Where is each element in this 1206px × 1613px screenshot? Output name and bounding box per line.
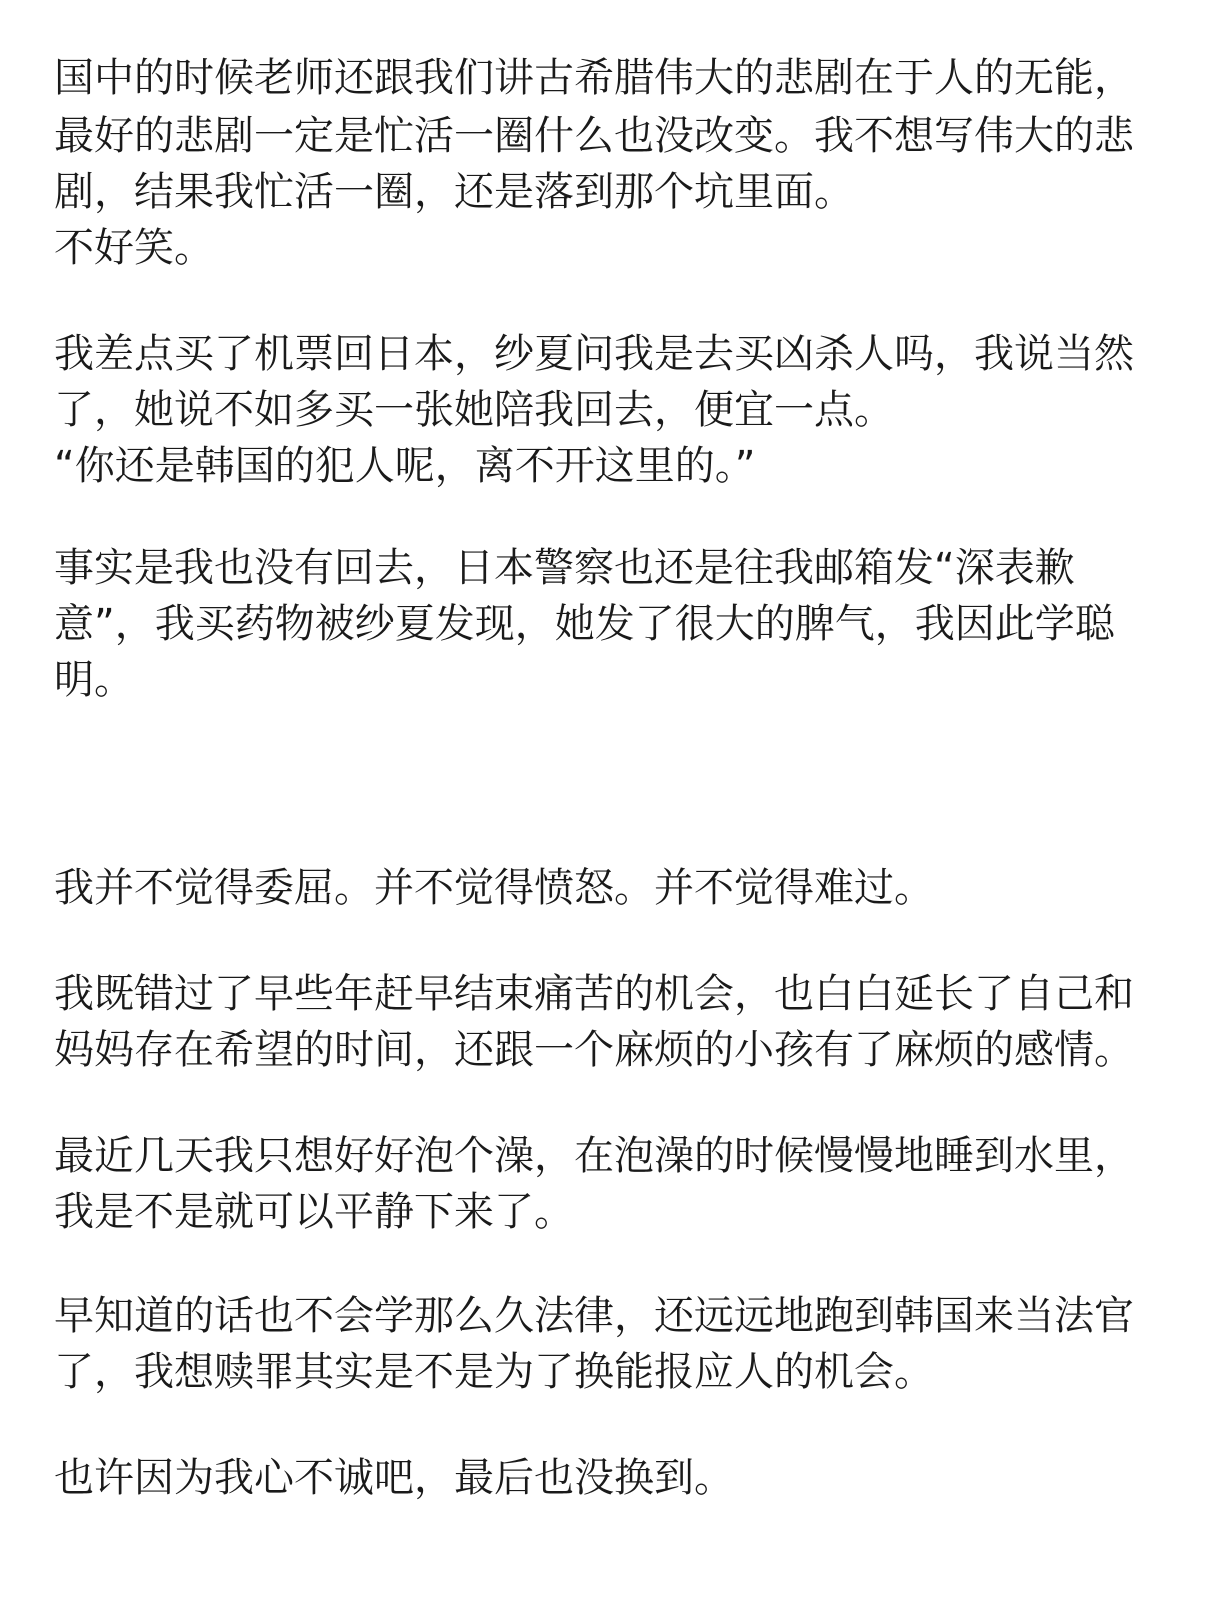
text-line: 妈妈存在希望的时间，还跟一个麻烦的小孩有了麻烦的感情。 — [54, 1027, 1134, 1073]
text-line: 我是不是就可以平静下来了。 — [54, 1189, 574, 1235]
text-line: 最近几天我只想好好泡个澡，在泡澡的时候慢慢地睡到水里， — [54, 1133, 1134, 1179]
text-line: 意”，我买药物被纱夏发现，她发了很大的脾气，我因此学聪 — [54, 601, 1115, 647]
text-line: 最好的悲剧一定是忙活一圈什么也没改变。我不想写伟大的悲 — [54, 113, 1134, 159]
text-line: 国中的时候老师还跟我们讲古希腊伟大的悲剧在于人的无能， — [54, 55, 1134, 101]
text-line: 不好笑。 — [54, 225, 214, 271]
text-line: “你还是韩国的犯人呢，离不开这里的。” — [54, 443, 756, 489]
text-line: 了，她说不如多买一张她陪我回去，便宜一点。 — [54, 387, 894, 433]
text-line: 早知道的话也不会学那么久法律，还远远地跑到韩国来当法官 — [54, 1293, 1134, 1339]
text-line: 我既错过了早些年赶早结束痛苦的机会，也白白延长了自己和 — [54, 971, 1134, 1017]
text-line: 剧，结果我忙活一圈，还是落到那个坑里面。 — [54, 169, 854, 215]
text-line: 了，我想赎罪其实是不是为了换能报应人的机会。 — [54, 1349, 934, 1395]
text-line: 事实是我也没有回去，日本警察也还是往我邮箱发“深表歉 — [54, 545, 1075, 591]
text-line: 明。 — [54, 657, 134, 703]
text-line: 也许因为我心不诚吧，最后也没换到。 — [54, 1455, 734, 1501]
text-line: 我并不觉得委屈。并不觉得愤怒。并不觉得难过。 — [54, 865, 934, 911]
text-line: 我差点买了机票回日本，纱夏问我是去买凶杀人吗，我说当然 — [54, 331, 1134, 377]
